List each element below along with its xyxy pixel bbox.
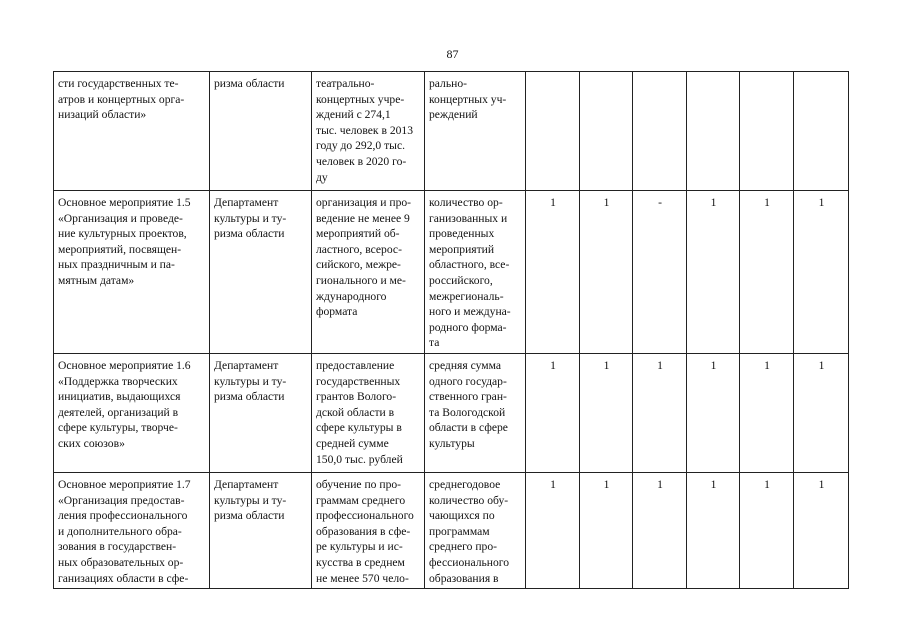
event-cell: Основное мероприятие 1.7 «Организация предостав- ления профессионального и дополнительного обра- зования в государствен- ных образовательных ор- ганизациях области в сфе- — [54, 473, 210, 589]
program-events-table — [53, 71, 849, 589]
executor-cell: Департамент культуры и ту- ризма области — [210, 473, 312, 589]
indicator-cell: количество ор- ганизованных и проведенных мероприятий областного, все- российского, межрегиональ- ного и междуна- родного форма- та — [425, 191, 526, 354]
year-value-cell: 1 — [687, 354, 740, 473]
year-value-cell: 1 — [633, 473, 687, 589]
year-value-cell: 1 — [794, 473, 849, 589]
result-cell: обучение по про- граммам среднего профессионального образования в сфе- ре культуры и ис- кусства в среднем не менее 570 чело- — [312, 473, 425, 589]
year-value-cell: 1 — [633, 354, 687, 473]
year-value-cell: 1 — [794, 354, 849, 473]
event-cell: Основное мероприятие 1.6 «Поддержка творческих инициатив, выдающихся деятелей, организаций в сфере культуры, творче- ских союзов» — [54, 354, 210, 473]
year-value-cell — [794, 72, 849, 191]
year-value-cell: 1 — [526, 354, 580, 473]
result-cell: театрально- концертных учре- ждений с 274,1 тыс. человек в 2013 году до 292,0 тыс. человек в 2020 го- ду — [312, 72, 425, 191]
result-cell: организация и про- ведение не менее 9 мероприятий об- ластного, всерос- сийского, межре- гионального и ме- ждународного формата — [312, 191, 425, 354]
table-row — [54, 473, 849, 589]
executor-cell: Департамент культуры и ту- ризма области — [210, 354, 312, 473]
year-value-cell — [740, 72, 794, 191]
year-value-cell: 1 — [740, 354, 794, 473]
year-value-cell: 1 — [687, 191, 740, 354]
executor-cell: ризма области — [210, 72, 312, 191]
year-value-cell: 1 — [580, 354, 633, 473]
year-value-cell: 1 — [794, 191, 849, 354]
table-row — [54, 72, 849, 191]
event-cell: Основное мероприятие 1.5 «Организация и проведе- ние культурных проектов, мероприятий, посвящен- ных праздничным и па- мятным датам» — [54, 191, 210, 354]
year-value-cell: 1 — [526, 191, 580, 354]
year-value-cell: 1 — [580, 191, 633, 354]
year-value-cell: 1 — [687, 473, 740, 589]
page-number: 87 — [446, 47, 459, 61]
year-value-cell: 1 — [580, 473, 633, 589]
year-value-cell: 1 — [740, 191, 794, 354]
year-value-cell — [526, 72, 580, 191]
indicator-cell: рально- концертных уч- реждений — [425, 72, 526, 191]
indicator-cell: среднегодовое количество обу- чающихся по программам среднего про- фессионального образования в — [425, 473, 526, 589]
year-value-cell: 1 — [526, 473, 580, 589]
year-value-cell — [633, 72, 687, 191]
table-row — [54, 354, 849, 473]
year-value-cell: 1 — [740, 473, 794, 589]
year-value-cell — [687, 72, 740, 191]
year-value-cell: - — [633, 191, 687, 354]
year-value-cell — [580, 72, 633, 191]
event-cell: сти государственных те- атров и концертных орга- низаций области» — [54, 72, 210, 191]
executor-cell: Департамент культуры и ту- ризма области — [210, 191, 312, 354]
table-row — [54, 191, 849, 354]
result-cell: предоставление государственных грантов Волого- дской области в сфере культуры в средней сумме 150,0 тыс. рублей — [312, 354, 425, 473]
indicator-cell: средняя сумма одного государ- ственного гран- та Вологодской области в сфере культуры — [425, 354, 526, 473]
